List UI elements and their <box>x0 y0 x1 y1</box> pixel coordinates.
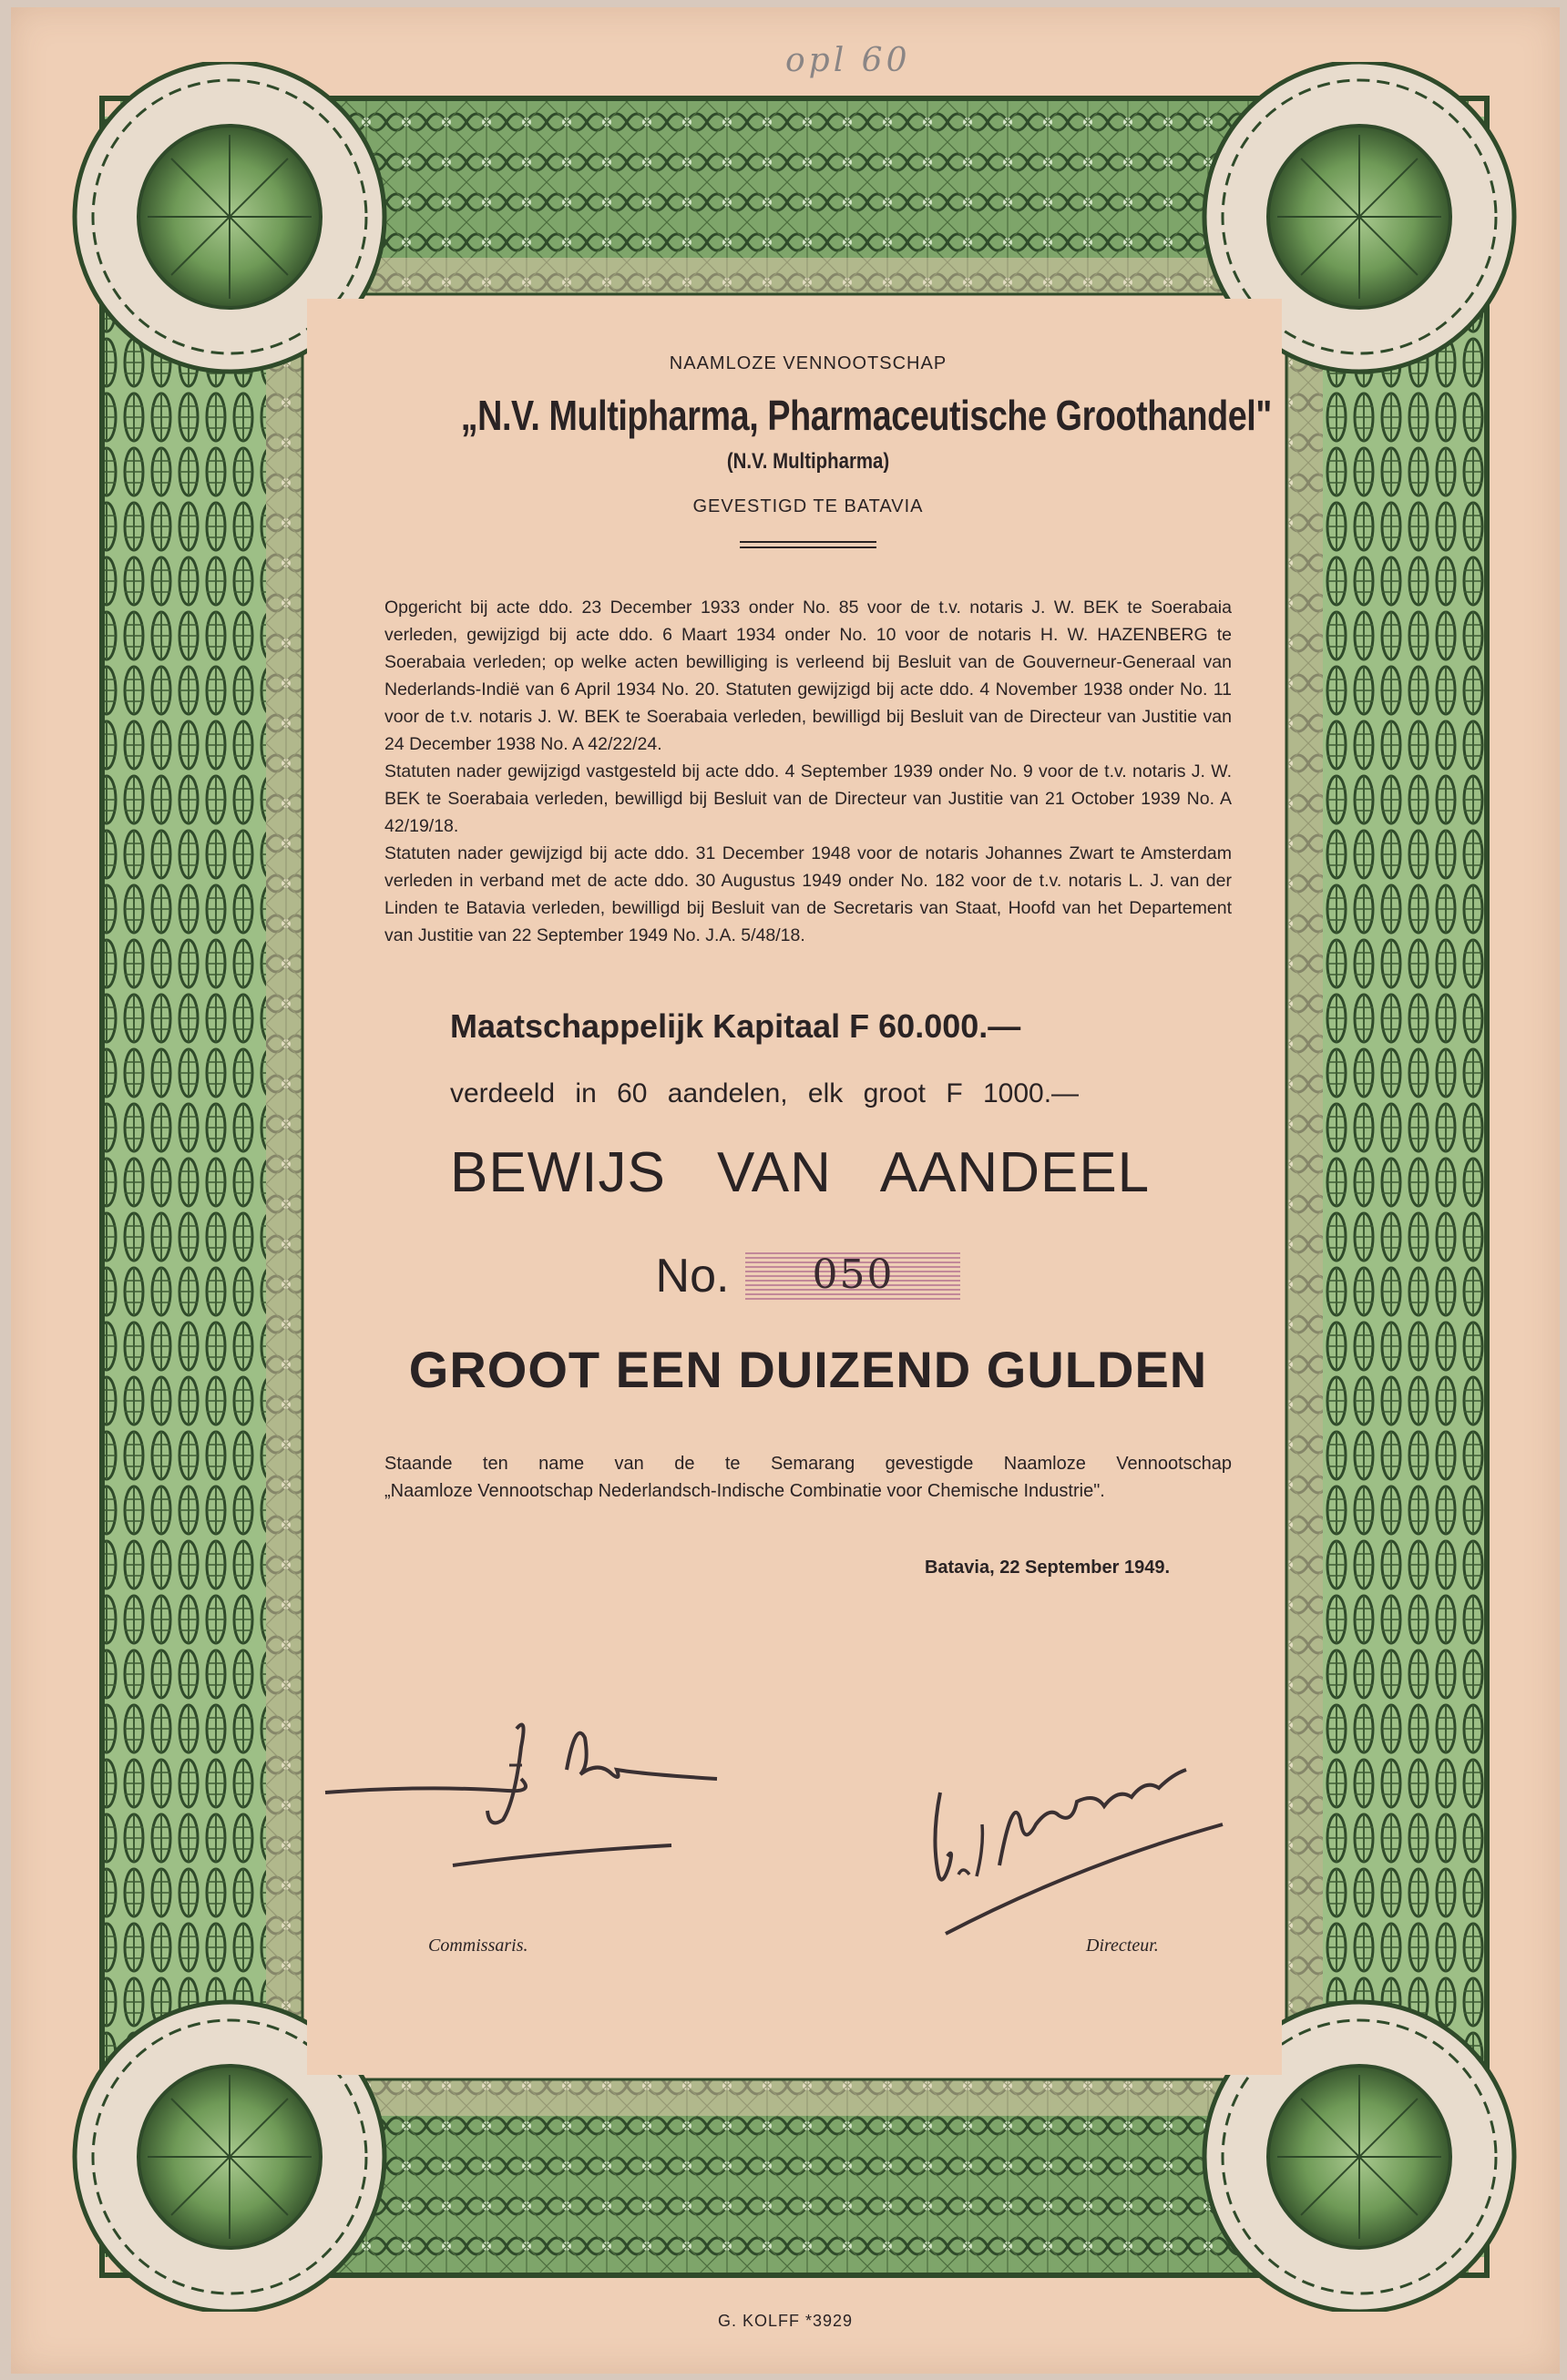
directeur-label: Directeur. <box>1086 1936 1159 1956</box>
place-and-date: Batavia, 22 September 1949. <box>924 1558 1170 1578</box>
company-name: „N.V. Multipharma, Pharmaceutische Groothandel" <box>460 392 1272 439</box>
share-division: verdeeld in 60 aandelen, elk groot F 1000.— <box>450 1078 1080 1108</box>
holder-line: „Naamloze Vennootschap Nederlandsch-Indische Combinatie voor Chemische Industrie". <box>384 1481 1105 1501</box>
double-rule <box>740 541 876 548</box>
holder-line: Staande ten name van de te Semarang gevestigde Naamloze Vennootschap <box>384 1454 1232 1474</box>
history-paragraph: Statuten nader gewijzigd vastgesteld bij acte ddo. 4 September 1939 onder No. 9 voor de t.v. notaris J. W. BEK te Soerabaia verleden, bewilligd bij Besluit van de Directeur van Justitie van 21 October 1939 No. A 42/19/18. <box>384 761 1232 836</box>
certificate-body <box>384 353 1272 1578</box>
amount-in-words: GROOT EEN DUIZEND GULDEN <box>408 1341 1208 1398</box>
shareholder-statement <box>384 1450 1232 1505</box>
incorporation-history <box>384 594 1232 949</box>
company-type: NAAMLOZE VENNOOTSCHAP <box>669 353 947 373</box>
history-paragraph: Opgericht bij acte ddo. 23 December 1933 onder No. 85 voor de t.v. notaris J. W. BEK te Soerabaia verleden, gewijzigd bij acte ddo. 6 Maart 1934 onder No. 10 voor de notaris H. W. HAZENBERG te Soerabaia verleden; op welke acten bewilliging is verleend bij Besluit van de Gouverneur-Generaal van Nederlands-Indië van 6 April 1934 No. 20. Statuten gewijzigd bij acte ddo. 4 November 1938 onder No. 11 voor de t.v. notaris J. W. BEK te Soerabaia verleden, bewilligd bij Besluit van de Directeur van Justitie van 24 December 1938 No. A 42/22/24. <box>384 598 1232 754</box>
pencil-annotation: opl 60 <box>785 42 911 79</box>
company-seat: GEVESTIGD TE BATAVIA <box>692 496 924 516</box>
number-label: No. <box>655 1250 730 1302</box>
certificate-paper <box>11 7 1560 2374</box>
company-abbreviation: (N.V. Multipharma) <box>726 449 890 474</box>
certificate-title: BEWIJS VAN AANDEEL <box>450 1141 1151 1204</box>
commissaris-label: Commissaris. <box>428 1936 528 1956</box>
number-field <box>745 1251 960 1300</box>
printer-imprint: G. KOLFF *3929 <box>717 2312 854 2330</box>
history-paragraph: Statuten nader gewijzigd bij acte ddo. 31 December 1948 voor de notaris Johannes Zwart te Amsterdam verleden in verband met de acte ddo. 30 Augustus 1949 onder No. 182 voor de t.v. notaris L. J. van der Linden te Batavia verleden, bewilligd bij Besluit van de Secretaris van Staat, Hoofd van het Departement van Justitie van 22 September 1949 No. J.A. 5/48/18. <box>384 843 1232 945</box>
certificate-number: 050 <box>812 1251 895 1298</box>
commissaris-signature <box>316 1683 735 1893</box>
authorized-capital: Maatschappelijk Kapitaal F 60.000.— <box>450 1007 1021 1045</box>
directeur-signature <box>913 1738 1241 1956</box>
certificate-number-row <box>384 1249 1232 1303</box>
